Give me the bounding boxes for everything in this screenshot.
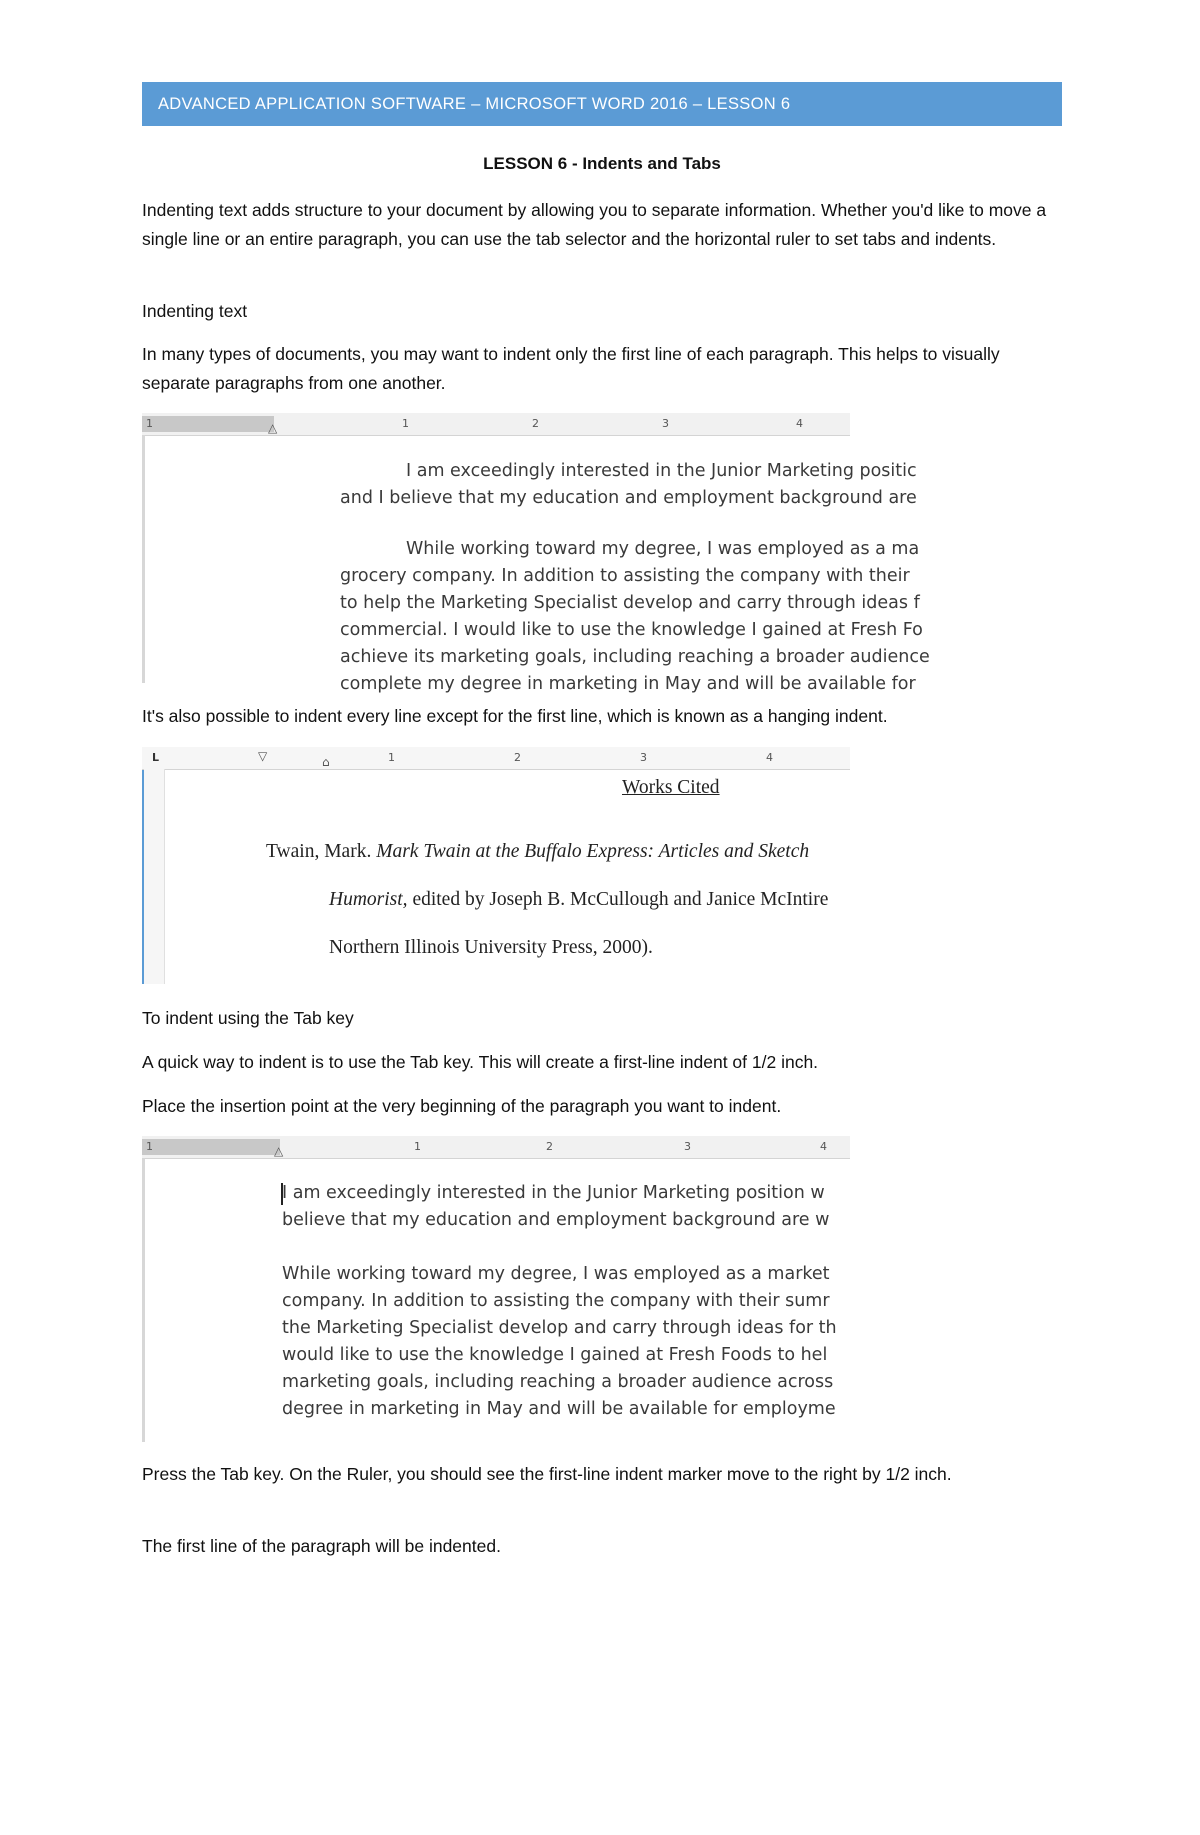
sample-text-block: I am exceedingly interested in the Junior Marketing position w believe that my education and employment background are w While working toward my degree, I was employed as a market company. In addition to assisting the company with their sumr the Marketing Specialist develop and carry through ideas for th would like to use the knowledge I gained at Fresh Foods to hel marketing goals, including reaching a broader audience across degree in marketing in May and will be available for employme — [282, 1183, 837, 1419]
vertical-ruler — [144, 769, 165, 984]
first-line-indent-marker-icon: ▽ — [258, 749, 268, 763]
place-insertion-paragraph: Place the insertion point at the very beginning of the paragraph you want to indent. — [142, 1096, 782, 1116]
sample-text-block: I am exceedingly interested in the Junior Marketing positic and I believe that my education and employment background are While working toward my degree, I was employed as a ma grocery company. In addition to assisting the company with their to help the Marketing Specialist develop and carry through ideas f commercial. I would like to use the knowledge I gained at Fresh Fo achieve its marketing goals, including reaching a broader audience complete my degree in marketing in May and will be available for — [340, 461, 930, 694]
ruler-number-1: 1 — [414, 1140, 421, 1153]
lesson-title: LESSON 6 - Indents and Tabs — [483, 154, 721, 173]
ruler-number-4: 4 — [820, 1140, 827, 1153]
insertion-point-cursor — [281, 1183, 283, 1205]
ruler-number-2: 2 — [532, 417, 539, 430]
ruler-number-2: 2 — [546, 1140, 553, 1153]
heading-indenting-text: Indenting text — [142, 301, 248, 321]
hanging-indent-marker-icon: ⌂ — [322, 755, 330, 769]
first-line-indent-screenshot — [142, 413, 930, 694]
ruler-number-4: 4 — [796, 417, 803, 430]
intro-paragraph: Indenting text adds structure to your document by allowing you to separate information. Whether you'd like to move a single line or an entire paragraph, you can use the tab selector and the horizontal ruler to set tabs and indents. — [142, 200, 1047, 249]
first-line-indent-marker-icon: △ — [274, 1144, 284, 1158]
horizontal-ruler: 1 △ 1 2 3 4 — [142, 413, 850, 436]
citation-line-3: Northern Illinois University Press, 2000). — [329, 937, 653, 958]
ruler-number-3: 3 — [640, 751, 647, 764]
ruler-number-3: 3 — [662, 417, 669, 430]
document-header-bar: ADVANCED APPLICATION SOFTWARE – MICROSOFT WORD 2016 – LESSON 6 — [142, 82, 1062, 126]
first-line-paragraph: In many types of documents, you may want to indent only the first line of each paragraph. This helps to visually separate paragraphs from one another. — [142, 344, 1000, 393]
ruler-number-3: 3 — [684, 1140, 691, 1153]
ruler-number-1: 1 — [402, 417, 409, 430]
first-line-indent-marker-icon: △ — [268, 421, 278, 435]
citation-line-2: Humorist, edited by Joseph B. McCullough and Janice McIntire — [329, 889, 829, 910]
works-cited-title: Works Cited — [622, 777, 720, 798]
insertion-point-screenshot — [142, 1136, 850, 1442]
citation-line-1: Twain, Mark. Mark Twain at the Buffalo Express: Articles and Sketch — [266, 841, 810, 862]
press-tab-paragraph: Press the Tab key. On the Ruler, you should see the first-line indent marker move to the right by 1/2 inch. — [142, 1464, 952, 1484]
result-paragraph: The first line of the paragraph will be indented. — [142, 1536, 501, 1556]
quick-way-paragraph: A quick way to indent is to use the Tab key. This will create a first-line indent of 1/2 inch. — [142, 1052, 819, 1072]
hanging-indent-paragraph: It's also possible to indent every line except for the first line, which is known as a hanging indent. — [142, 706, 888, 726]
ruler-number-4: 4 — [766, 751, 773, 764]
heading-tab-key: To indent using the Tab key — [142, 1008, 354, 1028]
hanging-indent-screenshot — [142, 747, 850, 984]
horizontal-ruler: 1 △ 1 2 3 4 — [142, 1136, 850, 1159]
horizontal-ruler — [142, 747, 850, 770]
ruler-number-1: 1 — [388, 751, 395, 764]
tab-selector-icon[interactable]: L — [152, 751, 160, 764]
ruler-number-2: 2 — [514, 751, 521, 764]
